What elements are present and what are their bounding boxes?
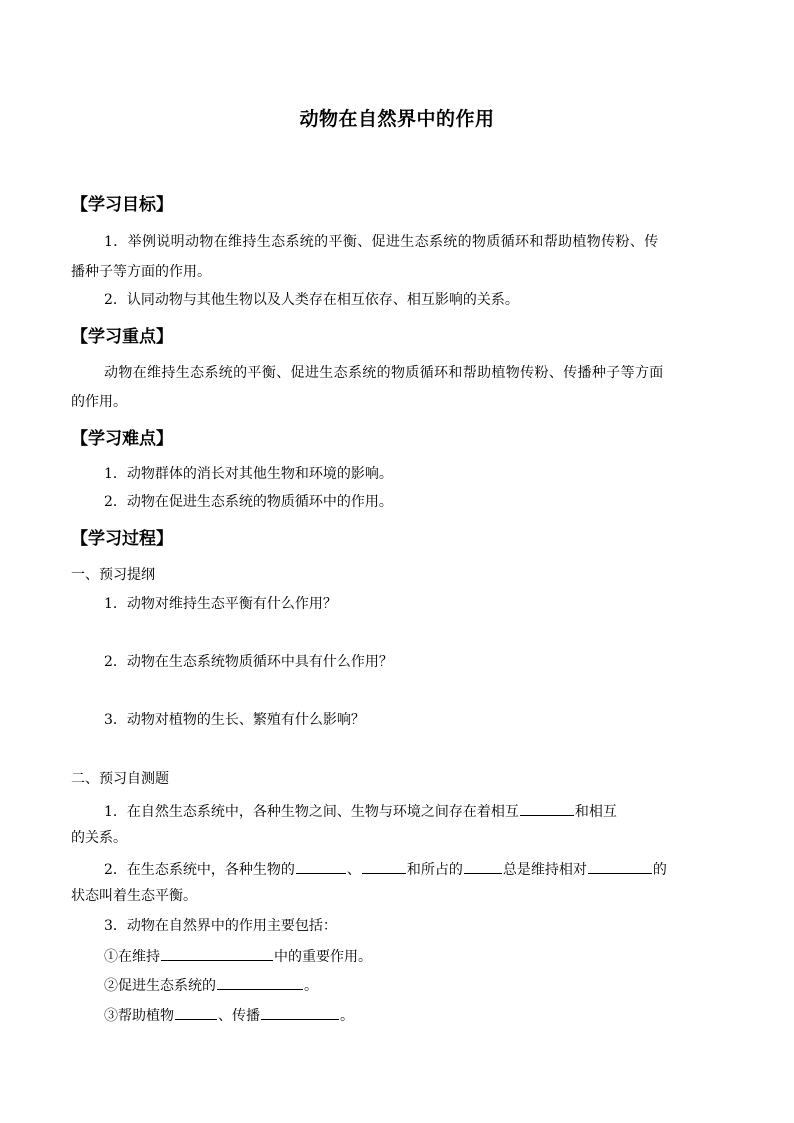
test-q3-sub2-blank[interactable] — [217, 974, 303, 990]
goal-item-1-line-1: 1．举例说明动物在维持生态系统的平衡、促进生态系统的物质循环和帮助植物传粉、传 — [104, 234, 659, 250]
test-q2-blank-4[interactable] — [588, 858, 652, 874]
process-part-1-heading: 一、预习提纲 — [71, 567, 155, 583]
test-question-1-line-2: 的关系。 — [71, 830, 127, 846]
test-q3-sub2-text-a: ②促进生态系统的 — [104, 978, 216, 994]
test-q1-blank-1[interactable] — [520, 800, 574, 816]
test-question-1-line-1 — [104, 800, 722, 822]
section-heading-key-points: 【学习重点】 — [71, 327, 173, 347]
test-q2-blank-2[interactable] — [362, 858, 406, 874]
process-part-2-heading: 二、预习自测题 — [71, 771, 169, 787]
test-q3-sub3-text-c: 。 — [340, 1008, 354, 1024]
test-question-3: 3．动物在自然界中的作用主要包括： — [104, 918, 337, 934]
test-q3-sub1-text-a: ①在维持 — [104, 949, 160, 965]
test-q3-sub-3 — [104, 1004, 354, 1026]
section-heading-goals: 【学习目标】 — [71, 195, 173, 215]
test-q2-text-b: 、 — [346, 862, 361, 878]
test-q2-text-a: 2．在生态系统中，各种生物的 — [104, 862, 295, 878]
section-heading-process: 【学习过程】 — [71, 529, 173, 549]
test-q3-sub-2 — [104, 974, 318, 996]
key-points-line-1: 动物在维持生态系统的平衡、促进生态系统的物质循环和帮助植物传粉、传播种子等方面 — [104, 365, 664, 381]
test-q3-sub1-blank[interactable] — [161, 945, 273, 961]
test-q3-sub1-text-b: 中的重要作用。 — [274, 949, 372, 965]
test-q3-sub3-blank-2[interactable] — [261, 1004, 339, 1020]
key-points-line-2: 的作用。 — [71, 394, 127, 410]
test-question-2-line-2: 状态叫着生态平衡。 — [71, 888, 197, 904]
test-q1-text-b: 和相互 — [574, 804, 617, 820]
test-q2-text-e: 的 — [652, 862, 667, 878]
test-q3-sub2-text-b: 。 — [304, 978, 318, 994]
outline-question-2: 2．动物在生态系统物质循环中具有什么作用？ — [104, 654, 393, 670]
outline-question-3: 3．动物对植物的生长、繁殖有什么影响？ — [104, 712, 365, 728]
difficulty-item-1: 1．动物群体的消长对其他生物和环境的影响。 — [104, 466, 393, 482]
goal-item-2: 2．认同动物与其他生物以及人类存在相互依存、相互影响的关系。 — [104, 292, 519, 308]
section-heading-difficulties: 【学习难点】 — [71, 429, 173, 449]
test-question-2-line-1 — [104, 858, 724, 880]
outline-question-1: 1．动物对维持生态平衡有什么作用？ — [104, 596, 337, 612]
test-q1-text-a: 1．在自然生态系统中，各种生物之间、生物与环境之间存在着相互 — [104, 804, 519, 820]
test-q2-blank-1[interactable] — [296, 858, 346, 874]
test-q3-sub3-blank-1[interactable] — [175, 1004, 217, 1020]
test-q2-blank-3[interactable] — [464, 858, 502, 874]
test-q3-sub3-text-a: ③帮助植物 — [104, 1008, 174, 1024]
test-q2-text-c: 和所占的 — [406, 862, 463, 878]
test-q3-sub3-text-b: 、传播 — [218, 1008, 260, 1024]
goal-item-1-line-2: 播种子等方面的作用。 — [71, 264, 211, 280]
page-title: 动物在自然界中的作用 — [299, 108, 495, 130]
difficulty-item-2: 2．动物在促进生态系统的物质循环中的作用。 — [104, 494, 393, 510]
test-q2-text-d: 总是维持相对 — [502, 862, 587, 878]
test-q3-sub-1 — [104, 945, 372, 967]
